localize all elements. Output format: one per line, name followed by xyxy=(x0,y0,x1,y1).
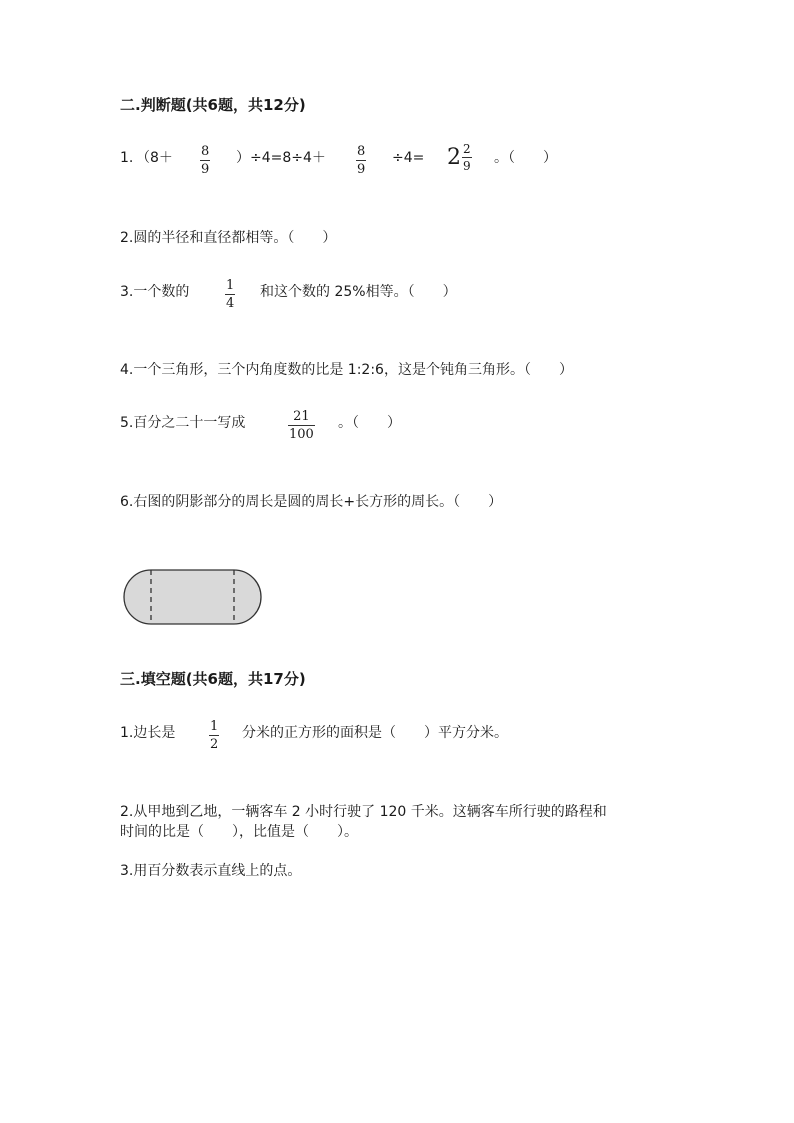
mixed-whole: 2 xyxy=(447,145,461,170)
fraction-1-4 xyxy=(225,279,235,310)
fraction-denominator: 9 xyxy=(463,159,471,173)
fraction-8-9 xyxy=(200,145,210,176)
question-text-part: 和这个数的 25%相等。（ ） xyxy=(260,284,457,300)
fraction-denominator: 4 xyxy=(226,296,235,311)
shaded-capsule-figure xyxy=(120,568,266,626)
question-text-part: 分米的正方形的面积是（ ）平方分米。 xyxy=(242,725,508,741)
fraction-bar xyxy=(225,294,235,295)
judge-question-4: 4.一个三角形，三个内角度数的比是 1:2:6，这是个钝角三角形。（ ） xyxy=(120,362,573,378)
fraction-bar xyxy=(356,160,366,161)
section-2-heading: 二.判断题(共6题，共12分) xyxy=(120,96,306,114)
mixed-fraction xyxy=(462,143,472,172)
fraction-numerator: 1 xyxy=(210,719,219,734)
question-text-part: ÷4= xyxy=(392,150,425,166)
fill-question-2-line-1: 2.从甲地到乙地，一辆客车 2 小时行驶了 120 千米。这辆客车所行驶的路程和 xyxy=(120,804,607,820)
fraction-numerator: 8 xyxy=(201,144,210,159)
fraction-21-100 xyxy=(288,410,315,441)
judge-question-2: 2.圆的半径和直径都相等。（ ） xyxy=(120,230,337,246)
fraction-numerator: 2 xyxy=(463,142,471,156)
section-3-heading: 三.填空题(共6题，共17分) xyxy=(120,670,306,688)
question-text-part: 3.一个数的 xyxy=(120,284,190,300)
fraction-numerator: 1 xyxy=(226,278,235,293)
fraction-bar xyxy=(288,425,315,426)
fraction-bar xyxy=(209,735,219,736)
fraction-bar xyxy=(462,157,472,158)
judge-question-6: 6.右图的阴影部分的周长是圆的周长+长方形的周长。（ ） xyxy=(120,494,503,510)
fill-question-2-line-2: 时间的比是（ ），比值是（ ）。 xyxy=(120,824,358,840)
answer-bracket: 。（ ） xyxy=(494,150,557,166)
fraction-denominator: 9 xyxy=(357,162,366,177)
fraction-numerator: 8 xyxy=(357,144,366,159)
fraction-denominator: 2 xyxy=(210,737,219,752)
fraction-8-9 xyxy=(356,145,366,176)
question-text-part: 。（ ） xyxy=(338,415,401,431)
fraction-bar xyxy=(200,160,210,161)
fraction-denominator: 100 xyxy=(289,427,314,442)
fraction-denominator: 9 xyxy=(201,162,210,177)
fraction-1-2 xyxy=(209,720,219,751)
question-number: 1. xyxy=(120,150,134,166)
question-text-part: （8＋ xyxy=(136,150,173,166)
question-text-part: 5.百分之二十一写成 xyxy=(120,415,246,431)
shaded-region xyxy=(124,570,261,624)
question-text-part: ）÷4=8÷4＋ xyxy=(236,150,326,166)
fill-question-3: 3.用百分数表示直线上的点。 xyxy=(120,863,302,879)
question-text-part: 1.边长是 xyxy=(120,725,176,741)
fraction-numerator: 21 xyxy=(293,409,310,424)
mixed-number xyxy=(447,143,472,172)
